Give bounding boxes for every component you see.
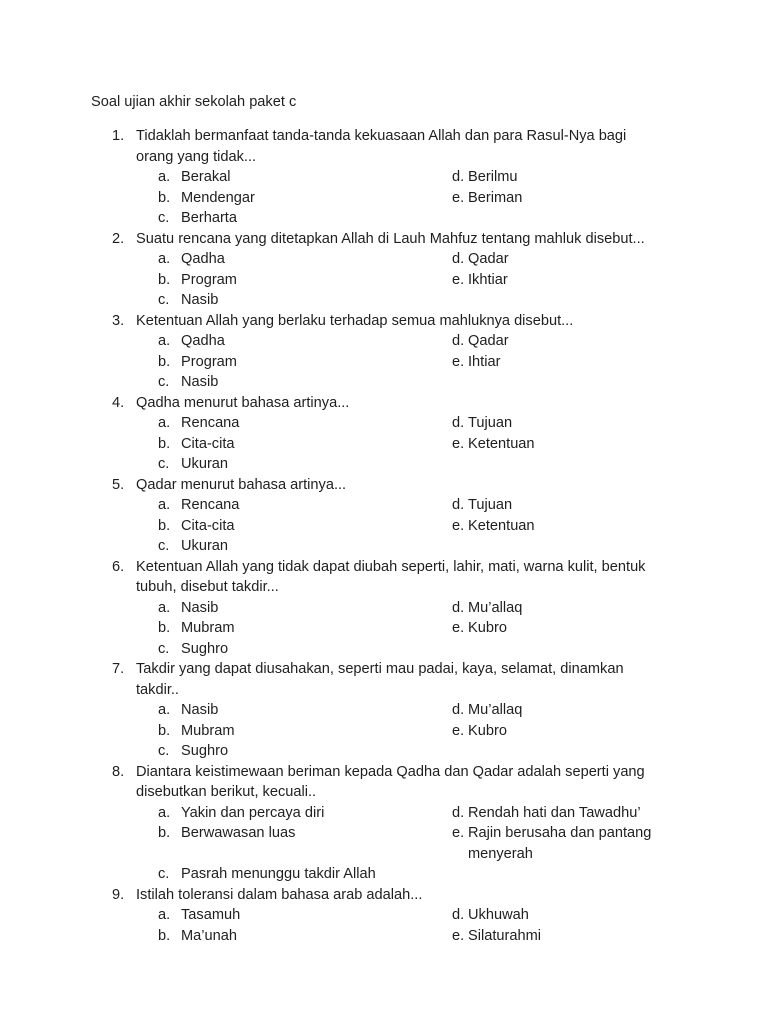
answer-option bbox=[158, 536, 452, 557]
answer-option bbox=[158, 331, 452, 352]
question-item bbox=[0, 475, 768, 557]
answer-option bbox=[452, 413, 682, 434]
answer-option bbox=[452, 331, 682, 352]
question-text: Istilah toleransi dalam bahasa arab adalah... bbox=[136, 886, 423, 903]
option-text: Nasib bbox=[181, 292, 219, 308]
option-letter: a. bbox=[158, 497, 171, 513]
option-text: Mu’allaq bbox=[468, 599, 523, 616]
answer-option bbox=[452, 352, 682, 373]
question-item bbox=[0, 126, 768, 229]
answer-option bbox=[158, 905, 452, 926]
option-text: Rencana bbox=[181, 497, 240, 513]
option-text: Ukhuwah bbox=[468, 907, 529, 923]
answer-option bbox=[452, 188, 682, 209]
option-text: Berakal bbox=[181, 169, 231, 185]
answer-option bbox=[452, 618, 682, 639]
option-letter: b. bbox=[158, 927, 171, 944]
answer-option bbox=[452, 823, 682, 864]
answer-option bbox=[158, 926, 452, 947]
answer-option bbox=[158, 413, 452, 434]
option-letter: d. bbox=[452, 415, 465, 431]
option-text: Qadha bbox=[181, 333, 225, 349]
option-text: Beriman bbox=[468, 189, 523, 206]
option-letter: c. bbox=[158, 743, 170, 759]
question-text: Takdir yang dapat diusahakan, seperti mau padai, kaya, selamat, dinamkan takdir.. bbox=[136, 661, 624, 698]
option-letter: c. bbox=[158, 456, 170, 472]
option-text: Rendah hati dan Tawadhu’ bbox=[468, 804, 641, 821]
option-text: Kubro bbox=[468, 722, 507, 739]
question-number: 2. bbox=[112, 230, 125, 247]
option-letter: e. bbox=[452, 353, 465, 370]
question-item bbox=[0, 229, 768, 311]
option-letter: c. bbox=[158, 538, 170, 554]
question-number: 7. bbox=[112, 661, 125, 677]
option-letter: b. bbox=[158, 353, 171, 370]
question-text: Tidaklah bermanfaat tanda-tanda kekuasaan Allah dan para Rasul-Nya bagi orang yang tidak... bbox=[136, 128, 627, 165]
option-text: Nasib bbox=[181, 374, 219, 390]
option-text: Qadha bbox=[181, 251, 225, 267]
option-text: Mubram bbox=[181, 722, 235, 739]
option-letter: e. bbox=[452, 722, 465, 739]
option-text: Rajin berusaha dan pantang menyerah bbox=[468, 825, 652, 862]
answer-option bbox=[452, 434, 682, 455]
option-text: Sughro bbox=[181, 743, 229, 759]
option-text: Qadar bbox=[468, 333, 509, 349]
option-letter: c. bbox=[158, 866, 170, 882]
option-text: Ma’unah bbox=[181, 927, 237, 944]
option-text: Berwawasan luas bbox=[181, 825, 296, 841]
answer-option bbox=[452, 803, 682, 824]
answer-option bbox=[452, 249, 682, 270]
option-letter: e. bbox=[452, 435, 465, 452]
option-letter: c. bbox=[158, 292, 170, 308]
option-text: Pasrah menunggu takdir Allah bbox=[181, 866, 376, 882]
option-letter: d. bbox=[452, 907, 465, 923]
answer-option bbox=[158, 188, 452, 209]
answer-option bbox=[158, 864, 452, 885]
option-letter: b. bbox=[158, 435, 171, 452]
option-text: Mendengar bbox=[181, 189, 255, 206]
question-number: 3. bbox=[112, 312, 125, 329]
answer-option bbox=[158, 803, 452, 824]
option-letter: b. bbox=[158, 825, 171, 841]
answer-option bbox=[452, 495, 682, 516]
option-letter: a. bbox=[158, 599, 171, 616]
option-letter: a. bbox=[158, 333, 171, 349]
option-text: Program bbox=[181, 271, 237, 288]
answer-option bbox=[452, 926, 682, 947]
option-letter: e. bbox=[452, 271, 465, 288]
answer-option bbox=[158, 270, 452, 291]
option-letter: a. bbox=[158, 804, 171, 821]
option-text: Cita-cita bbox=[181, 435, 235, 452]
question-item bbox=[0, 659, 768, 762]
answer-options bbox=[158, 495, 768, 557]
answer-option bbox=[452, 270, 682, 291]
option-text: Tujuan bbox=[468, 497, 513, 513]
answer-options bbox=[158, 249, 768, 311]
option-letter: a. bbox=[158, 251, 171, 267]
question-text: Diantara keistimewaan beriman kepada Qadha dan Qadar adalah seperti yang disebutkan berikut, kecuali.. bbox=[136, 763, 645, 800]
option-letter: a. bbox=[158, 702, 171, 718]
option-letter: e. bbox=[452, 517, 465, 534]
question-number: 1. bbox=[112, 128, 125, 144]
option-text: Kubro bbox=[468, 620, 507, 636]
question-number: 6. bbox=[112, 558, 125, 575]
question-number: 9. bbox=[112, 886, 125, 903]
answer-option bbox=[158, 167, 452, 188]
answer-option bbox=[158, 516, 452, 537]
document-title: Soal ujian akhir sekolah paket c bbox=[91, 94, 297, 110]
answer-option bbox=[452, 905, 682, 926]
option-text: Berharta bbox=[181, 210, 237, 226]
answer-option bbox=[452, 700, 682, 721]
option-letter: c. bbox=[158, 210, 170, 226]
answer-option bbox=[158, 454, 452, 475]
answer-option bbox=[452, 598, 682, 619]
option-text: Nasib bbox=[181, 599, 219, 616]
answer-option bbox=[158, 495, 452, 516]
answer-options bbox=[158, 331, 768, 393]
option-letter: b. bbox=[158, 271, 171, 288]
option-letter: d. bbox=[452, 169, 465, 185]
question-item bbox=[0, 557, 768, 660]
option-letter: b. bbox=[158, 189, 171, 206]
question-number: 8. bbox=[112, 763, 125, 780]
answer-options bbox=[158, 167, 768, 229]
option-text: Cita-cita bbox=[181, 517, 235, 534]
answer-options bbox=[158, 803, 768, 885]
question-text: Suatu rencana yang ditetapkan Allah di Lauh Mahfuz tentang mahluk disebut... bbox=[136, 230, 645, 247]
question-item bbox=[0, 393, 768, 475]
answer-option bbox=[158, 639, 452, 660]
answer-option bbox=[158, 290, 452, 311]
option-text: Berilmu bbox=[468, 169, 518, 185]
option-text: Tasamuh bbox=[181, 907, 241, 923]
option-letter: d. bbox=[452, 599, 465, 616]
option-text: Program bbox=[181, 353, 237, 370]
option-letter: d. bbox=[452, 497, 465, 513]
option-text: Sughro bbox=[181, 640, 229, 657]
option-letter: d. bbox=[452, 333, 465, 349]
answer-option bbox=[158, 208, 452, 229]
option-letter: d. bbox=[452, 804, 465, 821]
question-text: Qadar menurut bahasa artinya... bbox=[136, 476, 347, 493]
option-letter: b. bbox=[158, 722, 171, 739]
option-text: Silaturahmi bbox=[468, 927, 541, 944]
option-text: Mubram bbox=[181, 620, 235, 636]
option-letter: e. bbox=[452, 620, 465, 636]
answer-option bbox=[452, 721, 682, 742]
option-letter: a. bbox=[158, 415, 171, 431]
option-text: Ukuran bbox=[181, 456, 229, 472]
answer-options bbox=[158, 905, 768, 946]
question-number: 4. bbox=[112, 394, 125, 411]
answer-option bbox=[158, 741, 452, 762]
answer-options bbox=[158, 700, 768, 762]
question-text: Ketentuan Allah yang tidak dapat diubah seperti, lahir, mati, warna kulit, bentuk tubuh, disebut takdir... bbox=[136, 558, 646, 595]
option-text: Ketentuan bbox=[468, 435, 535, 452]
question-list bbox=[0, 126, 768, 946]
option-letter: a. bbox=[158, 907, 171, 923]
option-text: Ketentuan bbox=[468, 517, 535, 534]
option-text: Yakin dan percaya diri bbox=[181, 804, 325, 821]
option-letter: b. bbox=[158, 517, 171, 534]
option-text: Ikhtiar bbox=[468, 271, 508, 288]
question-item bbox=[0, 762, 768, 885]
option-letter: c. bbox=[158, 640, 170, 657]
option-letter: e. bbox=[452, 927, 465, 944]
option-letter: d. bbox=[452, 251, 465, 267]
question-text: Qadha menurut bahasa artinya... bbox=[136, 394, 350, 411]
answer-options bbox=[158, 598, 768, 660]
option-letter: d. bbox=[452, 702, 465, 718]
option-text: Tujuan bbox=[468, 415, 513, 431]
option-text: Ukuran bbox=[181, 538, 229, 554]
option-text: Mu’allaq bbox=[468, 702, 523, 718]
answer-option bbox=[158, 434, 452, 455]
question-number: 5. bbox=[112, 476, 125, 493]
option-letter: e. bbox=[452, 189, 465, 206]
answer-options bbox=[158, 413, 768, 475]
answer-option bbox=[158, 352, 452, 373]
question-text: Ketentuan Allah yang berlaku terhadap semua mahluknya disebut... bbox=[136, 312, 574, 329]
answer-option bbox=[158, 618, 452, 639]
answer-option bbox=[158, 598, 452, 619]
option-text: Ihtiar bbox=[468, 353, 501, 370]
answer-option bbox=[158, 372, 452, 393]
option-text: Nasib bbox=[181, 702, 219, 718]
option-letter: e. bbox=[452, 825, 465, 841]
answer-option bbox=[452, 167, 682, 188]
answer-option bbox=[158, 823, 452, 864]
question-item bbox=[0, 885, 768, 947]
question-item bbox=[0, 311, 768, 393]
answer-option bbox=[158, 721, 452, 742]
answer-option bbox=[158, 249, 452, 270]
option-letter: b. bbox=[158, 620, 171, 636]
option-letter: a. bbox=[158, 169, 171, 185]
option-text: Qadar bbox=[468, 251, 509, 267]
option-text: Rencana bbox=[181, 415, 240, 431]
answer-option bbox=[452, 516, 682, 537]
answer-option bbox=[158, 700, 452, 721]
option-letter: c. bbox=[158, 374, 170, 390]
